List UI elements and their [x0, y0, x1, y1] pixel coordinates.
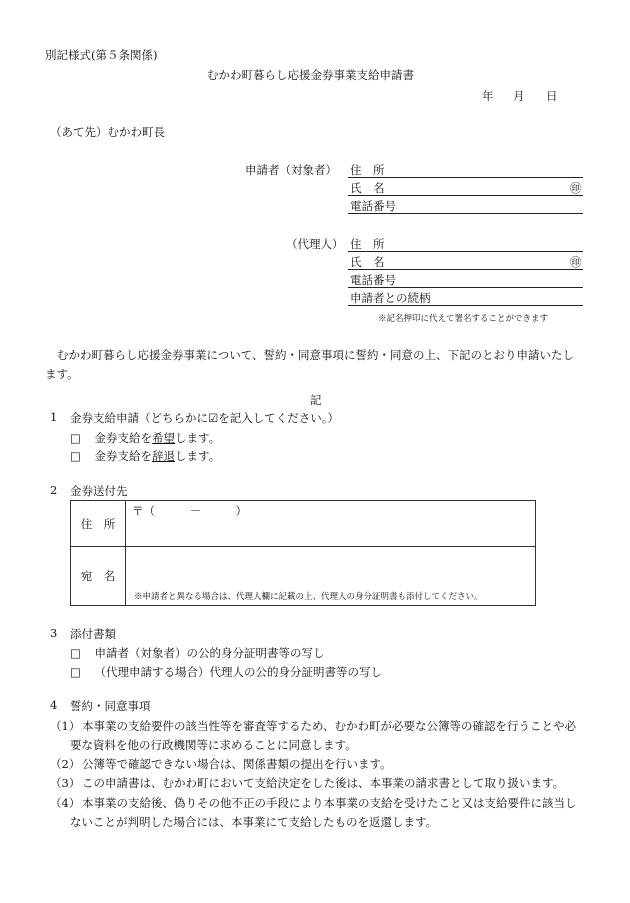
attachment-item-1	[70, 645, 325, 661]
addressee: （あて先）むかわ町長	[50, 125, 165, 139]
section4-title: 誓約・同意事項	[70, 699, 151, 713]
section1-number: 1	[50, 410, 58, 424]
agent-relation-label: 申請者との続柄	[350, 291, 431, 305]
agent-name-label: 氏 名	[350, 255, 385, 269]
option-wish-post: します。	[175, 431, 221, 445]
agent-label: （代理人）	[286, 237, 344, 251]
address-label: 住 所	[80, 516, 116, 531]
section2-number: 2	[50, 483, 58, 497]
recipient-input-cell[interactable]	[126, 547, 536, 606]
attachment-2-checkbox[interactable]: □	[70, 665, 81, 679]
agent-address-line[interactable]	[348, 251, 583, 252]
applicant-address-label: 住 所	[350, 163, 385, 177]
option-decline	[70, 448, 220, 464]
section2-title: 金券送付先	[70, 484, 128, 498]
option-decline-checkbox[interactable]: □	[70, 449, 81, 463]
signature-note: ※記名押印に代えて署名することができます	[378, 314, 549, 324]
form-label: 別記様式(第５条関係)	[45, 48, 158, 62]
agent-address-label: 住 所	[350, 237, 385, 251]
applicant-phone-label: 電話番号	[350, 199, 396, 213]
agent-name-line[interactable]	[348, 269, 583, 270]
agent-seal-icon: ㊞	[570, 255, 582, 269]
section3-number: 3	[50, 626, 58, 640]
intro-paragraph: むかわ町暮らし応援金券事業について、誓約・同意事項に誓約・同意の上、下記のとおり申請いたします。	[45, 348, 575, 381]
option-wish	[70, 430, 220, 446]
agent-relation-line[interactable]	[348, 305, 583, 306]
applicant-name-line[interactable]	[348, 195, 583, 196]
ki-heading: 記	[310, 393, 322, 407]
option-wish-pre: 金券支給を	[94, 431, 153, 445]
option-decline-keyword: 辞退	[152, 449, 176, 463]
address-label-cell	[71, 501, 126, 547]
section1-title: 金券支給申請（どちらかに☑を記入してください。）	[70, 411, 340, 425]
attachment-item-2	[70, 664, 382, 680]
recipient-label-cell	[71, 547, 126, 606]
consent-item-4-num: （4）	[50, 796, 81, 810]
applicant-seal-icon: ㊞	[570, 181, 582, 195]
recipient-label: 宛 名	[80, 569, 116, 583]
option-decline-post: します。	[175, 449, 221, 463]
applicant-phone-line[interactable]	[348, 213, 583, 214]
consent-item-1-line2: 要な資料を他の行政機関等に求めることに同意します。	[70, 738, 357, 752]
date-day: 日	[546, 89, 558, 103]
postal-code-field[interactable]: 〒（ － ）	[132, 504, 247, 518]
agent-phone-label: 電話番号	[350, 273, 396, 287]
consent-item-2-line1: 公簿等で確認できない場合は、関係書類の提出を行います。	[82, 757, 392, 771]
shipping-address-table	[70, 500, 536, 606]
address-input-cell[interactable]	[126, 501, 536, 547]
consent-item-3-num: （3）	[50, 776, 81, 790]
agent-phone-line[interactable]	[348, 287, 583, 288]
consent-item-4-line2: ないことが判明した場合には、本事業にて支給したものを返還します。	[70, 815, 438, 829]
consent-item-4-line1: 本事業の支給後、偽りその他不正の手段により本事業の支給を受けたこと又は支給要件に該当し	[82, 796, 577, 810]
consent-item-1-line1: 本事業の支給要件の該当性等を審査等するため、むかわ町が必要な公簿等の確認を行うことや必	[82, 719, 577, 733]
option-wish-checkbox[interactable]: □	[70, 431, 81, 445]
option-wish-keyword: 希望	[152, 431, 176, 445]
applicant-name-label: 氏 名	[350, 181, 385, 195]
consent-item-3-line1: この申請書は、むかわ町において支給決定をした後は、本事業の請求書として取り扱います。	[82, 776, 565, 790]
attachment-1-text: 申請者（対象者）の公的身分証明書等の写し	[94, 646, 325, 660]
section4-number: 4	[50, 698, 58, 712]
date-month: 月	[513, 89, 525, 103]
section3-title: 添付書類	[70, 627, 116, 641]
attachment-2-text: （代理申請する場合）代理人の公的身分証明書等の写し	[94, 665, 383, 679]
attachment-1-checkbox[interactable]: □	[70, 646, 81, 660]
consent-item-1-num: （1）	[50, 719, 81, 733]
consent-item-2-num: （2）	[50, 757, 81, 771]
document-title: むかわ町暮らし応援金券事業支給申請書	[207, 68, 414, 82]
applicant-label: 申請者（対象者）	[245, 163, 337, 177]
date-year: 年	[482, 89, 494, 103]
recipient-note: ※申請者と異なる場合は、代理人欄に記載の上、代理人の身分証明書も添付してください。	[134, 592, 483, 602]
option-decline-pre: 金券支給を	[94, 449, 153, 463]
applicant-address-line[interactable]	[348, 177, 583, 178]
